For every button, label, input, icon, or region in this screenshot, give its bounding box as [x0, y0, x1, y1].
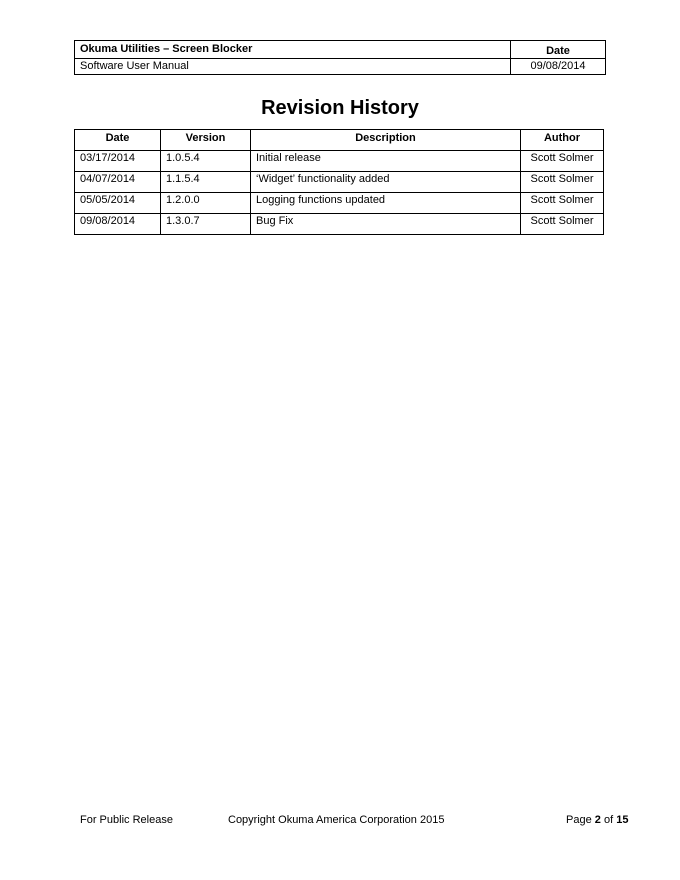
cell-version: 1.3.0.7 — [161, 214, 251, 235]
cell-description: Logging functions updated — [251, 193, 521, 214]
column-header-description: Description — [251, 130, 521, 151]
cell-author: Scott Solmer — [521, 172, 604, 193]
cell-date: 05/05/2014 — [75, 193, 161, 214]
document-subtitle: Software User Manual — [75, 59, 511, 75]
cell-version: 1.0.5.4 — [161, 151, 251, 172]
page-prefix: Page — [566, 814, 592, 826]
cell-author: Scott Solmer — [521, 193, 604, 214]
document-header-table — [74, 40, 606, 75]
table-header-row — [75, 130, 604, 151]
document-title: Okuma Utilities – Screen Blocker — [75, 41, 511, 59]
footer-release-note: For Public Release — [80, 814, 173, 826]
table-row — [75, 193, 604, 214]
cell-author: Scott Solmer — [521, 214, 604, 235]
footer-copyright: Copyright Okuma America Corporation 2015 — [228, 814, 445, 826]
page-of: of — [603, 814, 614, 826]
table-row — [75, 151, 604, 172]
cell-date: 04/07/2014 — [75, 172, 161, 193]
footer-page-number — [566, 814, 628, 827]
cell-description: Initial release — [251, 151, 521, 172]
cell-date: 03/17/2014 — [75, 151, 161, 172]
column-header-version: Version — [161, 130, 251, 151]
page-title: Revision History — [261, 97, 419, 119]
column-header-date: Date — [75, 130, 161, 151]
revision-history-table — [74, 129, 604, 235]
table-row — [75, 172, 604, 193]
cell-description: Bug Fix — [251, 214, 521, 235]
cell-version: 1.1.5.4 — [161, 172, 251, 193]
cell-version: 1.2.0.0 — [161, 193, 251, 214]
header-date-value: 09/08/2014 — [511, 59, 606, 75]
header-date-label: Date — [511, 41, 606, 59]
cell-description: ‘Widget’ functionality added — [251, 172, 521, 193]
column-header-author: Author — [521, 130, 604, 151]
page-current: 2 — [594, 814, 601, 826]
table-row — [75, 214, 604, 235]
cell-date: 09/08/2014 — [75, 214, 161, 235]
page-total: 15 — [616, 814, 629, 826]
cell-author: Scott Solmer — [521, 151, 604, 172]
